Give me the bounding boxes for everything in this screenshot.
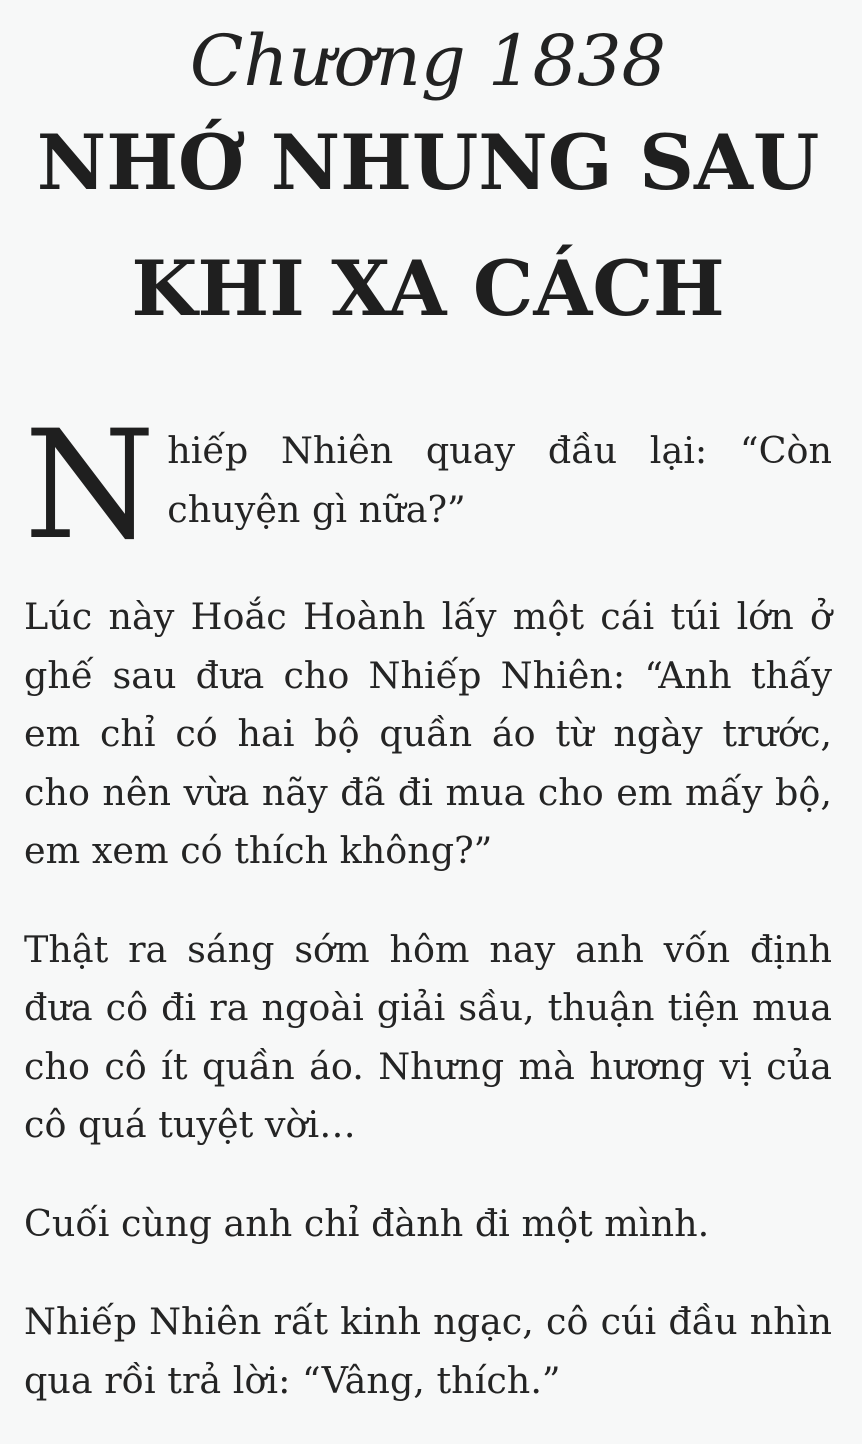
drop-cap: N — [24, 422, 156, 548]
paragraph-4: Cuối cùng anh chỉ đành đi một mình. — [24, 1201, 710, 1245]
chapter-content — [24, 422, 832, 1410]
chapter-title-line-1: NHỚ NHUNG SAU — [36, 118, 820, 207]
chapter-title-line-2: KHI XA CÁCH — [131, 244, 725, 333]
paragraph-1 — [24, 422, 832, 548]
paragraph-1-text: hiếp Nhiên quay đầu lại: “Còn chuyện gì nữa?” — [167, 429, 832, 531]
chapter-number: Chương 1838 — [189, 20, 667, 102]
paragraph-2: Lúc này Hoắc Hoành lấy một cái túi lớn ở ghế sau đưa cho Nhiếp Nhiên: “Anh thấy em chỉ có hai bộ quần áo từ ngày trước, cho nên vừa nãy đã đi mua cho em mấy bộ, em xem có thích không?” — [24, 595, 832, 872]
paragraph-5: Nhiếp Nhiên rất kinh ngạc, cô cúi đầu nhìn qua rồi trả lời: “Vâng, thích.” — [24, 1300, 832, 1402]
chapter-title — [24, 100, 832, 352]
paragraph-3: Thật ra sáng sớm hôm nay anh vốn định đưa cô đi ra ngoài giải sầu, thuận tiện mua cho cô ít quần áo. Nhưng mà hương vị của cô quá tuyệt vời… — [24, 927, 832, 1146]
